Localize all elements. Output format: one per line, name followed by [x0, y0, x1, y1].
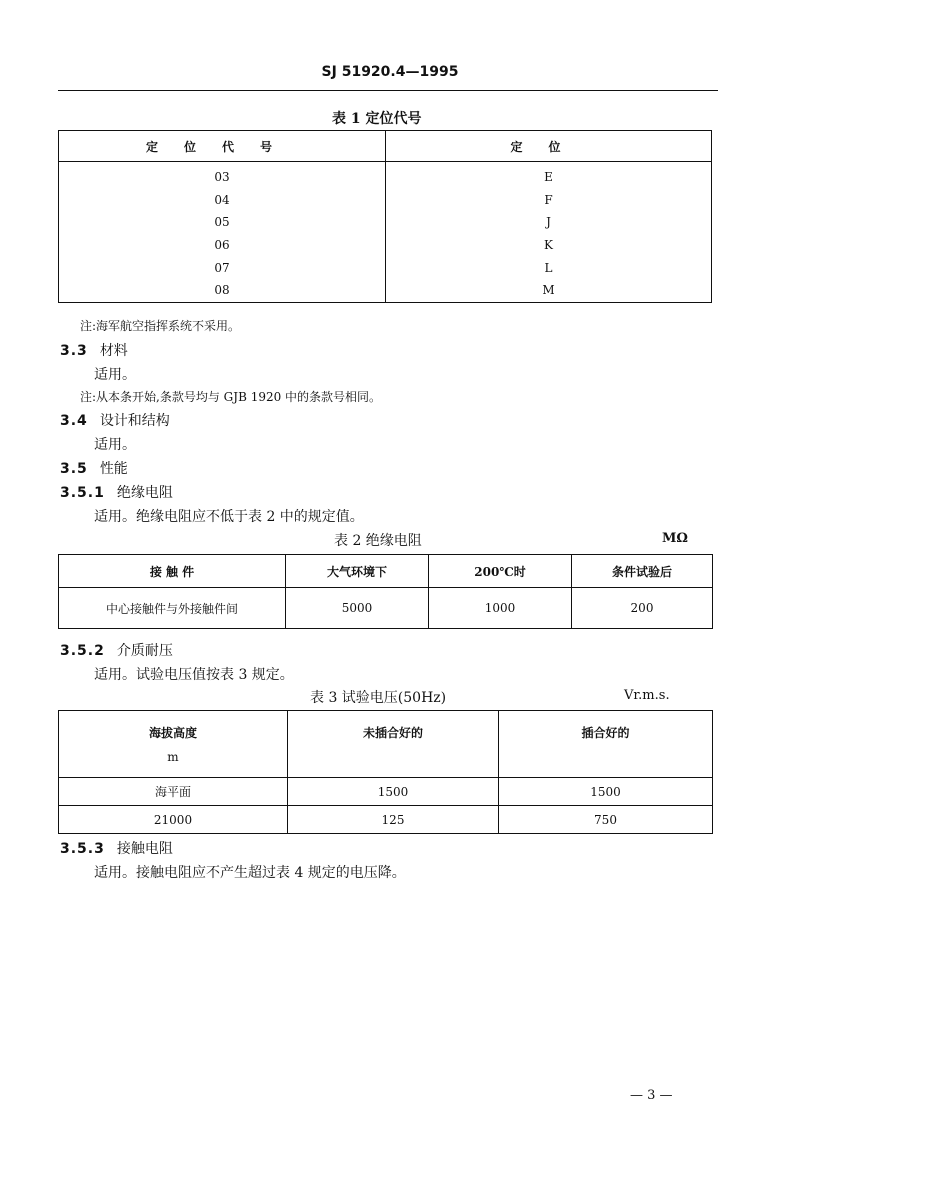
section-3-4-body: 适用。 [94, 437, 136, 453]
table1-code-cell: 05 [59, 211, 386, 234]
table-row [59, 256, 712, 279]
table1-code-cell: 07 [59, 256, 386, 279]
table1-position-cell: E [544, 170, 553, 185]
table1-position-codes [58, 130, 712, 303]
section-number: 3.4 [60, 413, 88, 429]
section-3-3-body: 适用。 [94, 367, 136, 383]
section-3-5-2-heading [60, 640, 173, 660]
table3-altitude-cell: 海平面 [59, 778, 288, 806]
section-3-5-3-heading [60, 838, 173, 858]
section-title: 接触电阻 [116, 841, 173, 857]
section-title: 材料 [99, 343, 128, 359]
table1-position-cell: J [546, 215, 551, 230]
table1-code-cell: 04 [59, 189, 386, 212]
section-number: 3.3 [60, 343, 88, 359]
table3-unit: Vr.m.s. [624, 688, 670, 703]
table-row [59, 162, 712, 189]
table2-header-ambient: 大气环境下 [286, 555, 429, 588]
table3-header-altitude-label: 海拔高度 [148, 726, 197, 740]
table1-position-cell: M [542, 283, 555, 298]
section-number: 3.5.2 [60, 643, 105, 659]
table1-position-cell: K [544, 238, 553, 253]
table-row [59, 234, 712, 257]
table-row [59, 806, 713, 834]
section-title: 设计和结构 [99, 413, 170, 429]
table2-ambient-cell: 5000 [286, 588, 429, 629]
section-3-5-2-body: 适用。试验电压值按表 3 规定。 [94, 667, 294, 683]
table2-caption: 表 2 绝缘电阻 [334, 533, 422, 549]
section-number: 3.5.3 [60, 841, 105, 857]
table1-position-cell: L [544, 260, 553, 275]
section-title: 性能 [99, 461, 128, 477]
section-number: 3.5.1 [60, 485, 105, 501]
table3-mated-cell: 1500 [499, 778, 713, 806]
section-3-5-1-body: 适用。绝缘电阻应不低于表 2 中的规定值。 [94, 509, 364, 525]
section-3-5-heading [60, 458, 128, 478]
section-title: 介质耐压 [116, 643, 173, 659]
table3-altitude-cell: 21000 [59, 806, 288, 834]
table2-unit: MΩ [662, 531, 688, 546]
table2-header-contact: 接 触 件 [59, 555, 286, 588]
table-row [59, 588, 713, 629]
table3-unmated-cell: 125 [288, 806, 499, 834]
table1-code-cell: 08 [59, 279, 386, 302]
table3-mated-cell: 750 [499, 806, 713, 834]
table1-position-cell: F [544, 192, 553, 207]
table3-header-unmated: 未插合好的 [288, 711, 499, 778]
table-row [59, 211, 712, 234]
table2-after-test-cell: 200 [572, 588, 713, 629]
table1-code-cell: 03 [59, 162, 386, 189]
table3-header-altitude-unit: m [167, 750, 179, 764]
table1-caption: 表 1 定位代号 [332, 111, 422, 127]
table1-header-position: 定位 [386, 131, 712, 162]
document-number-header: SJ 51920.4—1995 [321, 64, 459, 80]
table1-note: 注:海军航空指挥系统不采用。 [80, 319, 241, 333]
table-row [59, 189, 712, 212]
page-number: — 3 — [630, 1088, 673, 1103]
table1-header-code: 定位代号 [59, 131, 386, 162]
table3-header-altitude [59, 711, 288, 778]
table-row [59, 778, 713, 806]
table2-insulation-resistance [58, 554, 713, 629]
table3-caption: 表 3 试验电压(50Hz) [310, 690, 447, 706]
table2-header-200c: 200℃时 [429, 555, 572, 588]
table-row [59, 279, 712, 302]
table3-test-voltage [58, 710, 713, 834]
table3-header-mated: 插合好的 [499, 711, 713, 778]
section-number: 3.5 [60, 461, 88, 477]
table3-unmated-cell: 1500 [288, 778, 499, 806]
table1-code-cell: 06 [59, 234, 386, 257]
header-rule [58, 90, 718, 91]
table2-200c-cell: 1000 [429, 588, 572, 629]
section-3-4-heading [60, 410, 170, 430]
table2-header-after-test: 条件试验后 [572, 555, 713, 588]
table2-contact-cell: 中心接触件与外接触件间 [59, 588, 286, 629]
section-title: 绝缘电阻 [116, 485, 173, 501]
section-3-3-note: 注:从本条开始,条款号均与 GJB 1920 中的条款号相同。 [80, 390, 382, 404]
section-3-5-1-heading [60, 482, 173, 502]
section-3-3-heading [60, 340, 128, 360]
section-3-5-3-body: 适用。接触电阻应不产生超过表 4 规定的电压降。 [94, 865, 406, 881]
